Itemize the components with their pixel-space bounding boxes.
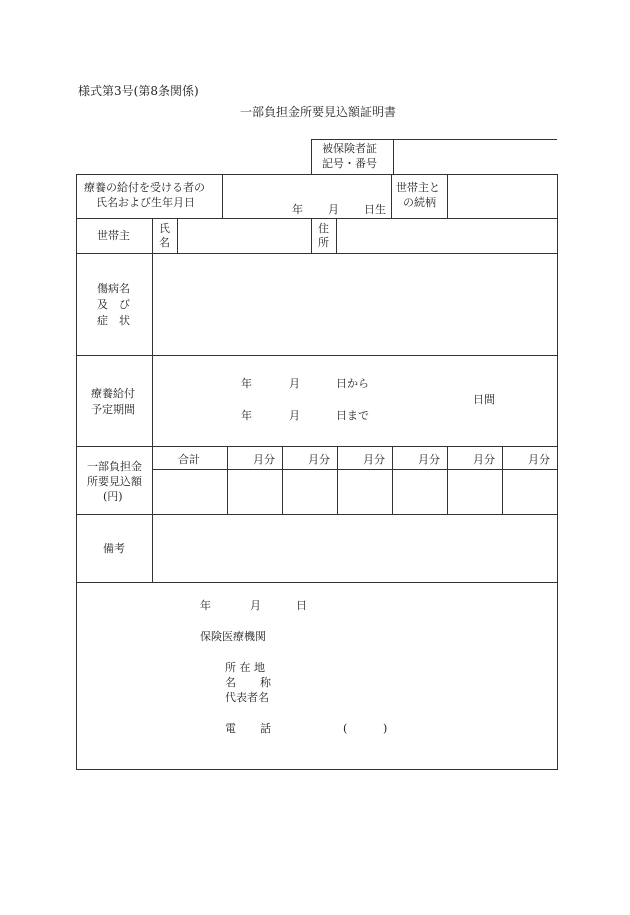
representative-label: 代表者名 — [225, 691, 269, 704]
period-until-day: 日まで — [336, 409, 369, 422]
period-until-year: 年 — [241, 409, 252, 422]
amount-month-header-4: 月分 — [418, 453, 440, 466]
institution-details-field[interactable] — [290, 655, 540, 707]
amount-month-header-5: 月分 — [473, 453, 495, 466]
name-label-1: 氏 — [159, 222, 170, 235]
form-title: 一部負担金所要見込額証明書 — [240, 105, 397, 119]
amount-label-2: 所要見込額 — [87, 475, 142, 488]
name-label-2: 名 — [159, 236, 170, 249]
row-line-6 — [76, 582, 558, 583]
householder-address-field[interactable] — [337, 219, 556, 252]
period-until-month: 月 — [289, 409, 300, 422]
amount-month-field-5[interactable] — [448, 470, 501, 513]
period-from-day: 日から — [336, 377, 369, 390]
diagnosis-field[interactable] — [153, 254, 556, 354]
amount-month-field-6[interactable] — [503, 470, 556, 513]
address-label-2: 所 — [318, 236, 329, 249]
address-divider-left — [311, 218, 312, 253]
amount-month-header-1: 月分 — [253, 453, 275, 466]
amount-total-header: 合計 — [178, 453, 200, 466]
sign-year-label: 年 — [200, 599, 211, 612]
recipient-label-2: 氏名および生年月日 — [96, 196, 195, 209]
institution-label: 保険医療機関 — [200, 630, 266, 643]
remarks-field[interactable] — [153, 515, 556, 581]
phone-label-char-2: 話 — [260, 722, 271, 735]
phone-field[interactable] — [290, 716, 440, 738]
amount-month-field-2[interactable] — [283, 470, 336, 513]
location-label: 所 在 地 — [225, 661, 265, 674]
sign-month-label: 月 — [250, 599, 261, 612]
amount-month-field-1[interactable] — [228, 470, 281, 513]
diagnosis-label-2: 及 び — [97, 298, 130, 311]
birth-month-label: 月 — [328, 203, 339, 216]
row-line-4 — [76, 446, 558, 447]
amount-label-3: (円) — [103, 490, 123, 503]
relation-label-2: の続柄 — [403, 196, 436, 209]
amount-label-1: 一部負担金 — [87, 460, 142, 473]
amount-month-header-6: 月分 — [528, 453, 550, 466]
period-days-label: 日間 — [473, 393, 495, 406]
amount-month-field-3[interactable] — [338, 470, 391, 513]
phone-paren-open: ( — [343, 722, 348, 735]
diagnosis-label-3: 症 状 — [97, 314, 130, 327]
card-label-1: 被保険者証 — [322, 142, 377, 155]
diagnosis-label-1: 傷病名 — [97, 282, 130, 295]
householder-divider — [152, 218, 153, 253]
period-from-month: 月 — [289, 377, 300, 390]
birth-day-label: 日生 — [364, 203, 386, 216]
sign-day-label: 日 — [296, 599, 307, 612]
period-label-1: 療養給付 — [91, 387, 135, 400]
name-label-char-2: 称 — [260, 676, 271, 689]
address-label-1: 住 — [318, 222, 329, 235]
amount-month-header-3: 月分 — [363, 453, 385, 466]
name-label-char-1: 名 — [225, 676, 236, 689]
row-line-3 — [76, 355, 558, 356]
householder-name-field[interactable] — [178, 219, 310, 252]
phone-paren-close: ) — [383, 722, 388, 735]
relation-label-1: 世帯主と — [396, 181, 440, 194]
form-number: 様式第3号(第8条関係) — [78, 84, 199, 98]
relation-divider-left — [391, 174, 392, 218]
remarks-label: 備考 — [103, 542, 125, 555]
card-box-left-border — [311, 139, 312, 174]
amount-total-field[interactable] — [153, 470, 226, 513]
period-from-year: 年 — [241, 377, 252, 390]
amount-month-field-4[interactable] — [393, 470, 446, 513]
birth-year-label: 年 — [292, 203, 303, 216]
card-number-field[interactable] — [394, 140, 556, 173]
relation-field[interactable] — [448, 175, 556, 217]
card-label-2: 記号・番号 — [322, 157, 377, 170]
householder-label: 世帯主 — [97, 229, 130, 242]
period-label-2: 予定期間 — [91, 403, 135, 416]
amount-month-header-2: 月分 — [308, 453, 330, 466]
recipient-label-1: 療養の給付を受ける者の — [84, 181, 205, 194]
phone-label-char-1: 電 — [225, 722, 236, 735]
